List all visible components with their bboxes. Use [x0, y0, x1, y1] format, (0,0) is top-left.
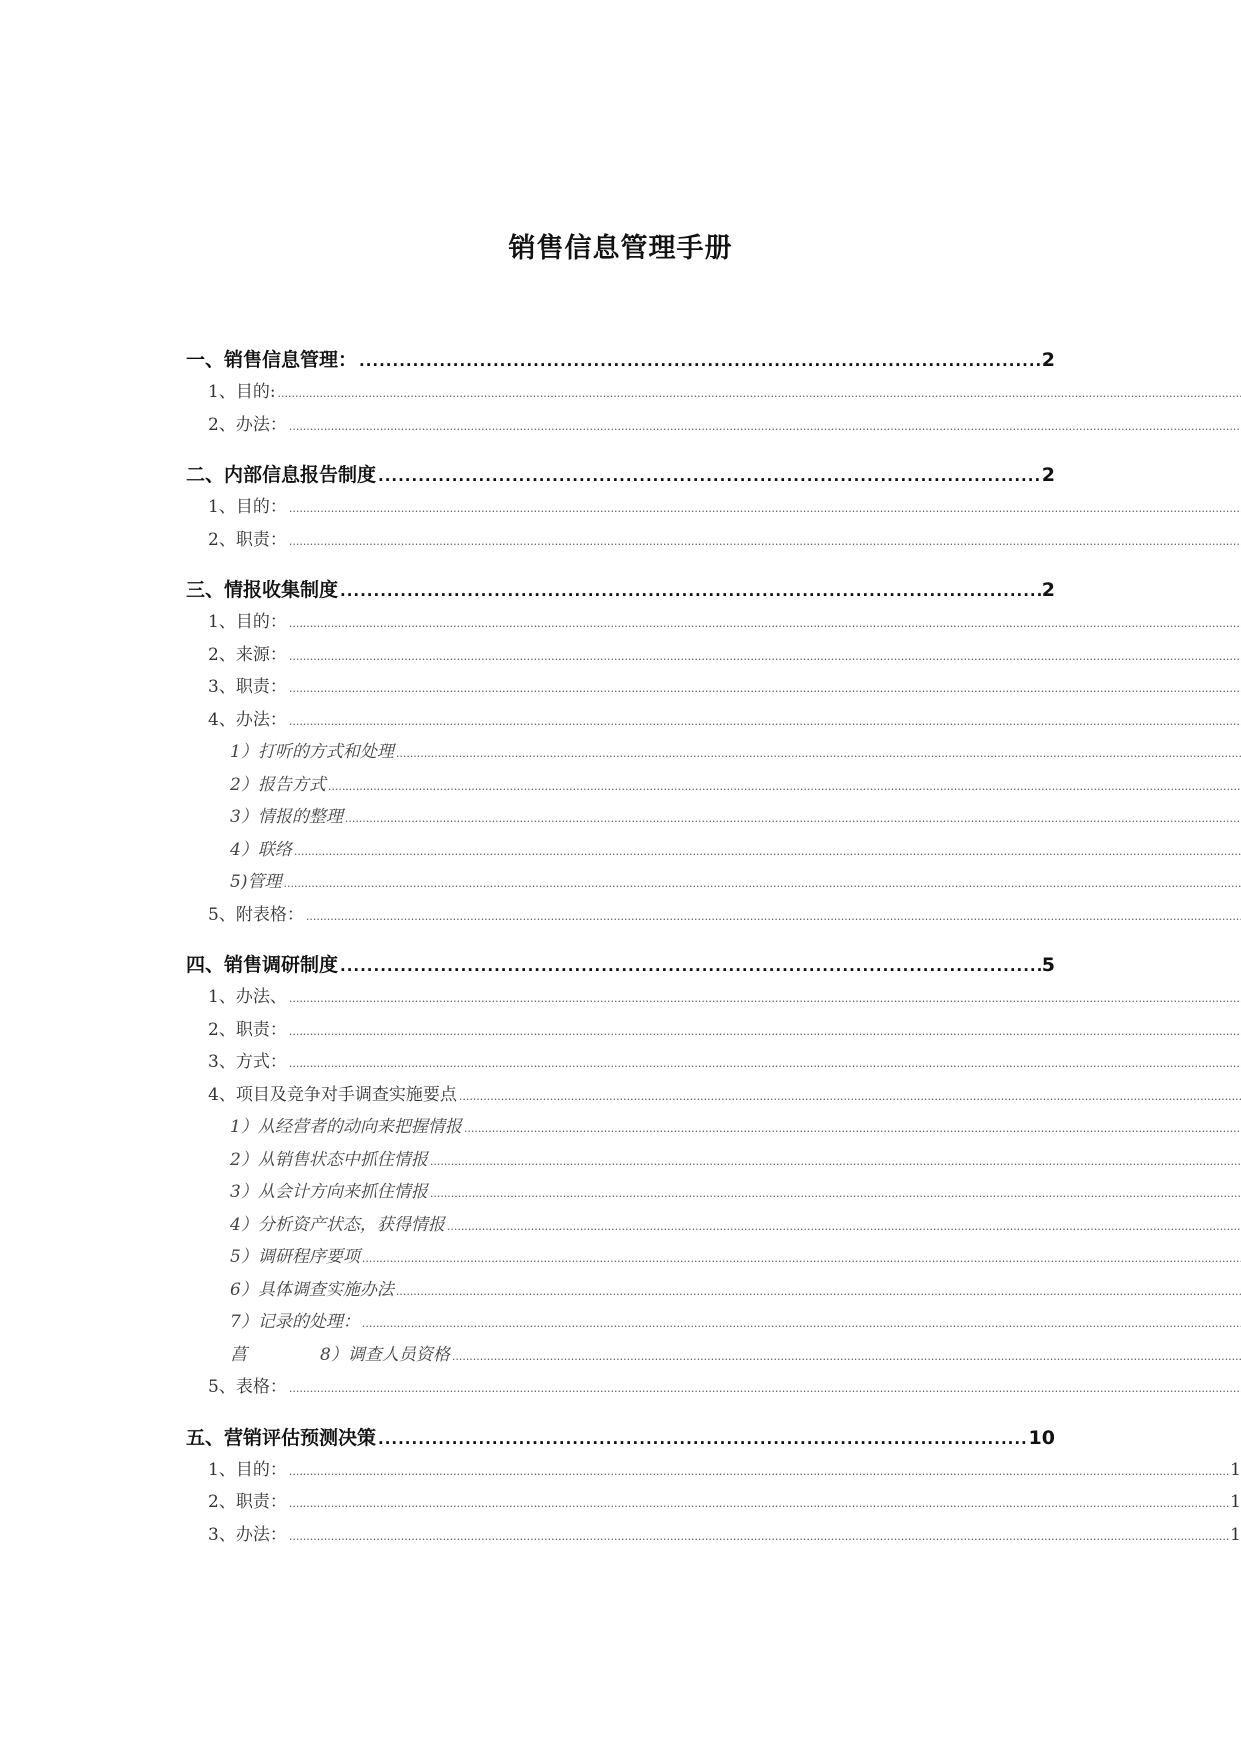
dot-leader: [328, 780, 1241, 793]
toc-entry-label: [230, 1210, 445, 1235]
toc-entry-text: 1）从经营者的动向来把握情报: [230, 1117, 462, 1137]
toc-page-number: 2: [1041, 464, 1055, 486]
toc-entry-label: [230, 770, 326, 795]
toc-subentry[interactable]: [0, 770, 1241, 803]
toc-entry-text: 1）打听的方式和处理: [230, 742, 394, 762]
toc-entry-label: [208, 410, 287, 435]
toc-entry-label: [230, 802, 343, 827]
toc-entry-text: 7）记录的处理：: [230, 1312, 360, 1332]
toc-entry-text: 2）报告方式: [230, 774, 326, 795]
toc-entry-text: 3、办法：: [208, 1524, 287, 1545]
toc-entry-label: [208, 982, 287, 1007]
toc-entry[interactable]: [0, 377, 1241, 410]
dot-leader: [294, 845, 1241, 858]
toc-entry-label: [230, 867, 281, 892]
toc-entry-text: 6）具体调查实施办法: [230, 1279, 394, 1300]
toc-entry-text: 4、项目及竞争对手调查实施要点: [208, 1084, 457, 1105]
toc-entry-label: [208, 1487, 287, 1512]
toc-entry[interactable]: [0, 1372, 1241, 1405]
toc-entry-text: 8）调查人员资格: [320, 1344, 450, 1365]
dot-leader: [459, 1090, 1241, 1103]
toc-entry-label: [208, 525, 287, 550]
toc-entry[interactable]: [0, 1487, 1241, 1520]
toc-entry-label: [208, 1455, 287, 1480]
toc-subentry[interactable]: [0, 1340, 1241, 1373]
dot-leader: [278, 387, 1241, 400]
toc-entry[interactable]: [0, 1015, 1241, 1048]
toc-entry-text: 1、办法、: [208, 987, 287, 1007]
toc-entry[interactable]: [0, 672, 1241, 705]
toc-entry-label: [230, 1145, 428, 1170]
dot-leader: [289, 992, 1241, 1005]
toc-entry-text: 一、销售信息管理：: [186, 349, 358, 371]
dot-leader: [289, 650, 1241, 663]
dot-leader: [340, 582, 1042, 600]
dot-leader: [289, 1497, 1230, 1510]
toc-subentry[interactable]: [0, 835, 1241, 868]
toc-entry-label: [186, 460, 376, 487]
dot-leader: [452, 1350, 1241, 1363]
toc-entry-label: [230, 1112, 462, 1137]
toc-entry-text: 5）调研程序要项: [230, 1247, 360, 1267]
toc-entry-label: [208, 900, 304, 925]
dot-leader: [378, 1430, 1029, 1448]
toc-entry-text: 4）分析资产状态，获得情报: [230, 1214, 445, 1235]
toc-entry-label: [208, 1520, 287, 1545]
toc-entry[interactable]: [0, 525, 1241, 558]
toc-entry[interactable]: [0, 705, 1241, 738]
toc-entry-label: [208, 1372, 287, 1397]
toc-entry-label: [230, 1242, 360, 1267]
toc-section-heading[interactable]: [0, 950, 1055, 982]
toc-entry[interactable]: [0, 607, 1241, 640]
dot-leader: [430, 1155, 1241, 1168]
toc-entry-text: 三、情报收集制度: [186, 579, 339, 601]
dot-leader: [306, 910, 1241, 923]
toc-entry-label: [208, 1015, 287, 1040]
toc-entry-label: [208, 377, 276, 402]
toc-entry-text: 5、表格：: [208, 1377, 287, 1397]
toc-entry[interactable]: [0, 900, 1241, 933]
toc-subentry[interactable]: [0, 1242, 1241, 1275]
toc-subentry[interactable]: [0, 867, 1241, 900]
toc-entry-label: [208, 1047, 287, 1072]
toc-page-number: 5: [1041, 954, 1055, 976]
toc-entry[interactable]: [0, 1080, 1241, 1113]
toc-subentry[interactable]: [0, 1112, 1241, 1145]
dot-leader: [289, 535, 1241, 548]
toc-entry-text: 1、目的：: [208, 497, 287, 517]
toc-entry-text: 4、办法：: [208, 709, 287, 730]
toc-entry[interactable]: [0, 492, 1241, 525]
toc-entry-label: [230, 1307, 360, 1332]
dot-leader: [340, 957, 1042, 975]
dot-leader: [289, 420, 1241, 433]
dot-leader: [396, 747, 1241, 760]
toc-subentry[interactable]: [0, 737, 1241, 770]
dot-leader: [289, 1057, 1241, 1070]
dot-leader: [289, 1025, 1241, 1038]
toc-page-number: 2: [1041, 579, 1055, 601]
toc-entry-label: [208, 640, 287, 665]
toc-entry[interactable]: [0, 640, 1241, 673]
dot-leader: [345, 812, 1241, 825]
toc-entry-text: 3、方式：: [208, 1052, 287, 1072]
toc-entry-text: 二、内部信息报告制度: [186, 464, 377, 486]
toc-entry-label: [208, 705, 287, 730]
document-title: 销售信息管理手册: [508, 233, 733, 264]
dot-leader: [289, 1465, 1230, 1478]
dot-leader: [430, 1187, 1241, 1200]
toc-page-number: 1: [1230, 1459, 1241, 1480]
toc-entry-label: [230, 1275, 394, 1300]
dot-leader: [396, 1285, 1241, 1298]
dot-leader: [464, 1122, 1241, 1135]
table-of-contents: [0, 345, 1241, 1552]
toc-section-heading[interactable]: [0, 575, 1055, 607]
dot-leader: [289, 617, 1241, 630]
toc-subentry[interactable]: [0, 1210, 1241, 1243]
toc-entry-label: [208, 492, 287, 517]
toc-entry-label: [230, 835, 292, 860]
dot-leader: [378, 467, 1042, 485]
toc-subentry[interactable]: [0, 1307, 1241, 1340]
toc-entry-text: 2）从销售状态中抓住情报: [230, 1149, 428, 1170]
dot-leader: [289, 502, 1241, 515]
toc-entry-label: [186, 1423, 376, 1450]
toc-entry-text: 4）联络: [230, 839, 292, 860]
toc-section-heading[interactable]: [0, 460, 1055, 492]
toc-entry-text: 1、目的:: [208, 382, 276, 402]
dot-leader: [362, 1317, 1241, 1330]
toc-page-number: 10: [1028, 1426, 1055, 1449]
toc-entry-text: 2、职责：: [208, 1492, 287, 1512]
toc-entry-text: 1、目的：: [208, 612, 287, 632]
dot-leader: [447, 1220, 1241, 1233]
toc-subentry[interactable]: [0, 802, 1241, 835]
toc-entry-label: [208, 607, 287, 632]
toc-entry-label: [186, 950, 338, 977]
toc-entry-label: [230, 1340, 450, 1365]
toc-entry[interactable]: [0, 982, 1241, 1015]
toc-entry-label: [186, 345, 357, 372]
toc-entry-text: 5、附表格：: [208, 904, 304, 925]
toc-entry-prefix: 菖: [230, 1344, 247, 1365]
toc-entry-text: 3）从会计方向来抓住情报: [230, 1182, 428, 1202]
toc-entry-text: 四、销售调研制度: [186, 954, 339, 976]
toc-entry[interactable]: [0, 410, 1241, 443]
toc-entry-label: [208, 1080, 457, 1105]
dot-leader: [289, 715, 1241, 728]
toc-entry-label: [208, 672, 287, 697]
toc-entry-label: [230, 737, 394, 762]
toc-entry-text: 2、来源：: [208, 644, 287, 665]
toc-entry-text: 3）情报的整理: [230, 807, 343, 827]
toc-entry-label: [230, 1177, 428, 1202]
toc-entry[interactable]: [0, 1520, 1241, 1553]
toc-subentry[interactable]: [0, 1275, 1241, 1308]
dot-leader: [289, 682, 1241, 695]
dot-leader: [359, 352, 1042, 370]
dot-leader: [289, 1530, 1230, 1543]
toc-entry[interactable]: [0, 1047, 1241, 1080]
toc-section-heading[interactable]: [0, 345, 1055, 377]
toc-page-number: 1: [1230, 1524, 1241, 1545]
toc-page-number: 2: [1041, 349, 1055, 371]
toc-entry-text: 3、职责：: [208, 677, 287, 697]
toc-page-number: 1: [1230, 1492, 1241, 1512]
toc-entry-text: 2、职责：: [208, 529, 287, 550]
dot-leader: [362, 1252, 1241, 1265]
dot-leader: [283, 877, 1241, 890]
dot-leader: [289, 1382, 1241, 1395]
toc-section-heading[interactable]: [0, 1423, 1055, 1455]
toc-entry-text: 1、目的：: [208, 1459, 287, 1480]
toc-entry-text: 五、营销评估预测决策: [186, 1426, 377, 1449]
toc-entry[interactable]: [0, 1455, 1241, 1488]
toc-entry-text: 5)管理: [230, 872, 282, 892]
toc-subentry[interactable]: [0, 1145, 1241, 1178]
toc-entry-label: [186, 575, 338, 602]
toc-entry-text: 2、职责：: [208, 1019, 287, 1040]
toc-subentry[interactable]: [0, 1177, 1241, 1210]
toc-entry-text: 2、办法：: [208, 414, 287, 435]
